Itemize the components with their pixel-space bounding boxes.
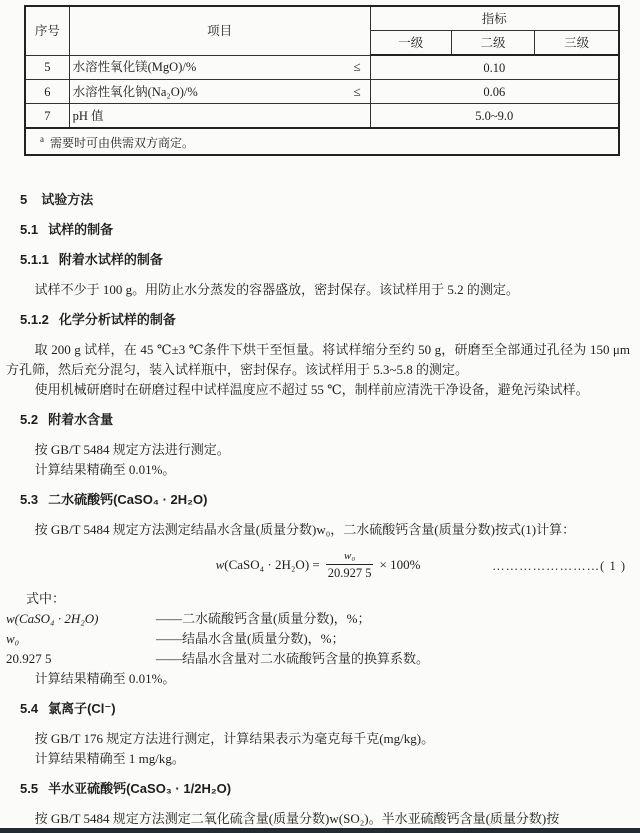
paragraph-5-1-2a: 取 200 g 试样，在 45 ℃±3 ℃条件下烘干至恒量。将试样缩分至约 50 g，研磨至全部通过孔径为 150 μm 方孔筛，然后充分混匀，装入试样瓶中，密封保存。该试样用于 5.3~5.8 的测定。 (6, 342, 630, 377)
table-row (25, 55, 619, 80)
row-no: 6 (25, 80, 69, 104)
row-no: 7 (25, 104, 69, 129)
section-number: 5.2 (20, 412, 39, 427)
row-value: 5.0~9.0 (370, 104, 619, 129)
col-header-index: 指标 (370, 6, 619, 31)
paragraph-5-2b: 计算结果精确至 0.01%。 (34, 462, 176, 477)
table-header-row (25, 6, 619, 31)
section-title: 化学分析试样的制备 (58, 312, 176, 327)
equation-index: ( 1 ) (600, 559, 626, 573)
section-title: 试样的制备 (48, 222, 114, 237)
section-heading-5-3 (20, 490, 630, 510)
fraction-numerator: w₀ (326, 549, 374, 565)
paragraph-5-4a: 按 GB/T 176 规定方法进行测定，计算结果表示为毫克每千克(mg/kg)。 (34, 731, 435, 746)
equation-lhs: (CaSO₄ · 2H₂O) = (224, 557, 320, 572)
definition-term: w(CaSO₄ · 2H₂O) (6, 611, 99, 626)
equation-1 (6, 547, 630, 583)
variable-w: w (215, 557, 225, 572)
item-label: 水溶性氧化钠(Na₂O)/% (72, 84, 198, 99)
page-bottom-cut-band (0, 828, 640, 833)
paragraph-5-1-2b: 使用机械研磨时在研磨过程中试样温度应不超过 55 ℃，制样前应清洗干净设备，避免污染试样。 (34, 382, 589, 397)
section-title: 半水亚硫酸钙(CaSO₃ · 1/2H₂O) (48, 781, 232, 796)
equation-rhs: × 100% (379, 557, 421, 572)
fraction (326, 549, 374, 581)
section-number: 5.1.2 (20, 312, 49, 327)
item-label: 水溶性氧化镁(MgO)/% (72, 60, 197, 75)
where-label: 式中： (26, 591, 66, 606)
document-body (0, 190, 640, 829)
col-header-no: 序号 (25, 6, 69, 55)
paragraph-5-3c: 计算结果精确至 0.01%。 (34, 671, 176, 686)
row-item (69, 104, 370, 129)
table-footnote (25, 128, 619, 155)
table-row (25, 104, 619, 129)
section-heading-5-4 (20, 699, 630, 719)
section-number: 5.5 (20, 781, 39, 796)
section-number: 5.4 (20, 701, 39, 716)
spec-table (24, 5, 620, 156)
item-label: pH 值 (72, 108, 104, 123)
less-equal-symbol: ≤ (353, 83, 361, 99)
paragraph-5-2a: 按 GB/T 5484 规定方法进行测定。 (34, 442, 230, 457)
paragraph-5-3a: 按 GB/T 5484 规定方法测定结晶水含量(质量分数)w₀，二水硫酸钙含量(质量分数)按式(1)计算： (34, 522, 576, 537)
fraction-denominator: 20.927 5 (327, 566, 372, 580)
definition-row (6, 649, 630, 669)
definition-row (6, 609, 630, 629)
paragraph-5-1-1: 试样不少于 100 g。用防止水分蒸发的容器盛放，密封保存。该试样用于 5.2 的测定。 (34, 282, 519, 297)
section-title: 附着水试样的制备 (58, 252, 163, 267)
row-item (69, 55, 370, 80)
less-equal-symbol: ≤ (353, 59, 361, 75)
section-heading-5-5 (20, 779, 630, 799)
table-row (25, 80, 619, 104)
section-heading-5-1 (20, 220, 630, 240)
definition-desc: ——二水硫酸钙含量(质量分数)，%； (156, 611, 371, 626)
footnote-marker: a (40, 134, 44, 144)
col-header-grade1: 一级 (370, 31, 451, 56)
section-heading-5 (20, 190, 630, 210)
section-heading-5-2 (20, 410, 630, 430)
section-number: 5.1.1 (20, 252, 49, 267)
section-title: 二水硫酸钙(CaSO₄ · 2H₂O) (48, 492, 208, 507)
definition-term: w₀ (6, 631, 20, 646)
section-heading-5-1-1 (20, 250, 630, 270)
definition-desc: ——结晶水含量(质量分数)，%； (156, 631, 345, 646)
col-header-grade3: 三级 (535, 31, 619, 56)
section-number: 5.3 (20, 492, 39, 507)
row-item (69, 80, 370, 104)
section-title: 氯离子(Cl⁻) (48, 701, 116, 716)
equation-number (492, 556, 626, 576)
paragraph-5-5: 按 GB/T 5484 规定方法测定二氧化硫含量(质量分数)w(SO₂)。半水亚硫酸钙含量(质量分数)按 (34, 811, 560, 826)
table-footnote-row (25, 128, 619, 155)
definition-row (6, 629, 630, 649)
footnote-text: 需要时可由供需双方商定。 (50, 136, 195, 150)
definition-desc: ——结晶水含量对二水硫酸钙含量的换算系数。 (156, 651, 430, 666)
row-value: 0.10 (370, 55, 619, 80)
paragraph-5-4b: 计算结果精确至 1 mg/kg。 (34, 751, 185, 766)
section-title: 试验方法 (41, 192, 94, 207)
col-header-item: 项目 (69, 6, 370, 55)
equation-expression (216, 547, 421, 581)
section-heading-5-1-2 (20, 310, 630, 330)
section-number: 5.1 (20, 222, 39, 237)
dotted-leader: …………………… (492, 559, 601, 573)
definition-term: 20.927 5 (6, 651, 52, 666)
col-header-grade2: 二级 (451, 31, 534, 56)
row-value: 0.06 (370, 80, 619, 104)
section-number: 5 (20, 192, 28, 207)
section-title: 附着水含量 (48, 412, 114, 427)
row-no: 5 (25, 55, 69, 80)
